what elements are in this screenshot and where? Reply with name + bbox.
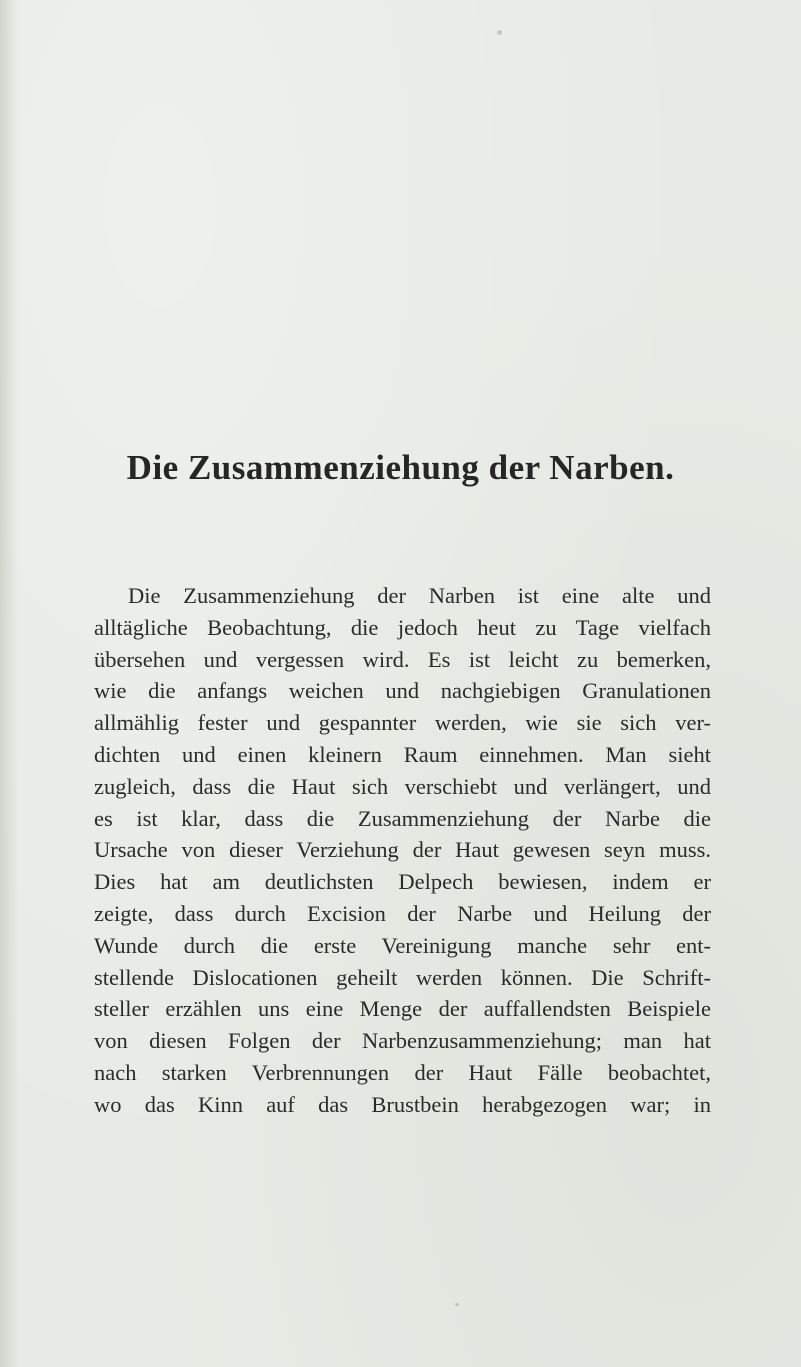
text-line: allmählig fester und gespannter werden, wie sie sich ver-: [94, 710, 711, 736]
text-line: alltägliche Beobachtung, die jedoch heut zu Tage vielfach: [94, 614, 711, 640]
text-line: wie die anfangs weichen und nachgiebigen Granulationen: [94, 678, 711, 704]
page-edge-shadow: [0, 0, 18, 1367]
text-line: von diesen Folgen der Narbenzusammenziehung; man hat: [94, 1028, 711, 1054]
chapter-title: Die Zusammenziehung der Narben.: [126, 448, 675, 487]
paper-speck: [497, 30, 502, 35]
text-line: wo das Kinn auf das Brustbein herabgezogen war; in: [94, 1091, 711, 1117]
text-line: es ist klar, dass die Zusammenziehung der Narbe die: [94, 805, 711, 831]
paper-speck: [455, 1303, 459, 1306]
text-line: Ursache von dieser Verziehung der Haut gewesen seyn muss.: [94, 837, 711, 863]
body-paragraph: [94, 580, 711, 1121]
text-line: Die Zusammenziehung der Narben ist eine alte und: [128, 583, 711, 608]
text-line: stellende Dislocationen geheilt werden können. Die Schrift-: [94, 964, 711, 990]
text-line: übersehen und vergessen wird. Es ist leicht zu bemerken,: [94, 646, 711, 672]
text-line: zugleich, dass die Haut sich verschiebt und verlängert, und: [94, 773, 711, 799]
text-line: dichten und einen kleinern Raum einnehmen. Man sieht: [94, 741, 711, 767]
text-line: Dies hat am deutlichsten Delpech bewiesen, indem er: [94, 869, 711, 895]
text-line: Wunde durch die erste Vereinigung manche sehr ent-: [94, 932, 711, 958]
text-line: nach starken Verbrennungen der Haut Fälle beobachtet,: [94, 1059, 711, 1085]
text-line: zeigte, dass durch Excision der Narbe und Heilung der: [94, 900, 711, 926]
text-line: steller erzählen uns eine Menge der auffallendsten Beispiele: [94, 996, 711, 1022]
